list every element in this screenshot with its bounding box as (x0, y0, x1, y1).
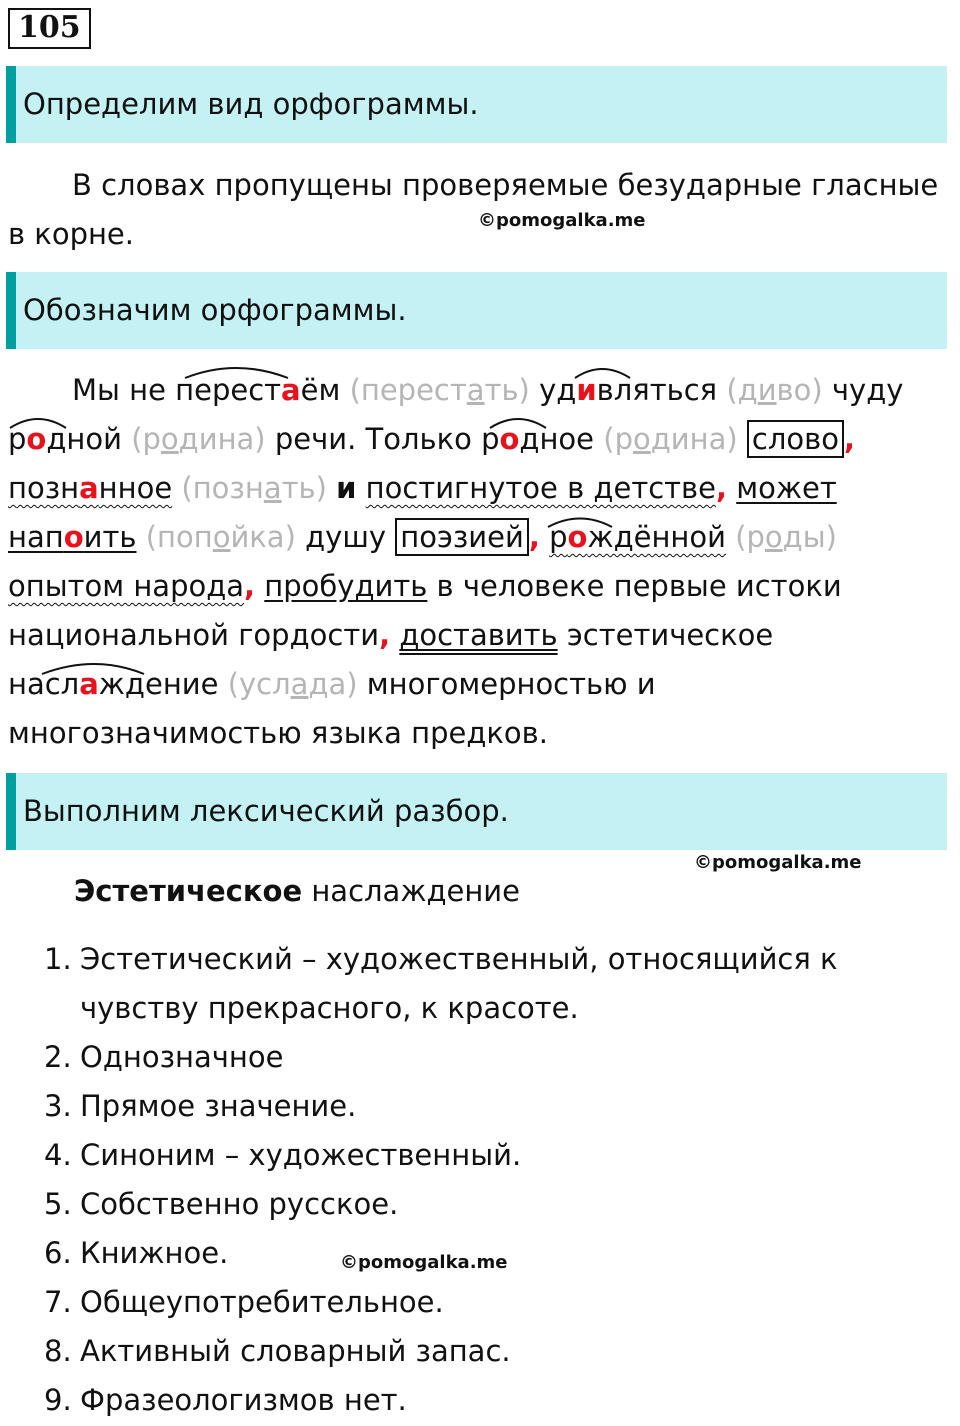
text-line: опытом народа, пробудить в человеке первые истоки (8, 569, 842, 603)
list-item: 5. Собственно русское. (44, 1187, 399, 1221)
watermark: ©pomogalka.me (694, 852, 862, 873)
accent-bar (6, 66, 16, 143)
list-item: 9. Фразеологизмов нет. (44, 1383, 407, 1417)
text-line: наслаждение (услада) многомерностью и (8, 667, 656, 701)
section-banner-mark-orthograms (6, 272, 947, 349)
analyzed-word: Эстетическое (74, 874, 303, 908)
list-item: 6. Книжное. (44, 1236, 229, 1270)
section-title: Определим вид орфограммы. (23, 87, 479, 121)
list-item: 2. Однозначное (44, 1040, 284, 1074)
text-line: Мы не перестаём (перестать) удивляться (диво) чуду (72, 373, 904, 407)
task-number: 105 (8, 8, 91, 49)
watermark: ©pomogalka.me (478, 210, 646, 231)
lexical-analysis-list (44, 935, 838, 1425)
watermark: ©pomogalka.me (340, 1252, 508, 1273)
text-line: познанное (познать) и постигнутое в детстве, может (8, 471, 837, 505)
paragraph-line: В словах пропущены проверяемые безударные гласные (72, 168, 939, 202)
section-banner-orthogram-type (6, 66, 947, 143)
paragraph-line: в корне. (8, 217, 134, 251)
list-item: 7. Общеупотребительное. (44, 1285, 444, 1319)
section-banner-lexical-analysis (6, 773, 947, 850)
list-item: 4. Синоним – художественный. (44, 1138, 522, 1172)
accent-bar (6, 272, 16, 349)
analyzed-word-rest: наслаждение (302, 874, 520, 908)
list-item: 1. Эстетический – художественный, относящийся к (44, 942, 838, 976)
accent-bar (6, 773, 16, 850)
text-line: родной (родина) речи. Только родное (родина) слово , (8, 422, 855, 456)
text-line: национальной гордости, доставить эстетическое (8, 618, 774, 652)
text-line: напоить (попойка) душу поэзией , рождённой (роды) (8, 520, 837, 554)
list-item: 3. Прямое значение. (44, 1089, 357, 1123)
section-title: Обозначим орфограммы. (23, 293, 407, 327)
lexical-heading (74, 867, 960, 916)
list-item-continuation: чувству прекрасного, к красоте. (80, 991, 579, 1025)
section-title: Выполним лексический разбор. (23, 794, 509, 828)
annotated-text (8, 366, 958, 758)
text-line: многозначимостью языка предков. (8, 716, 548, 750)
list-item: 8. Активный словарный запас. (44, 1334, 511, 1368)
